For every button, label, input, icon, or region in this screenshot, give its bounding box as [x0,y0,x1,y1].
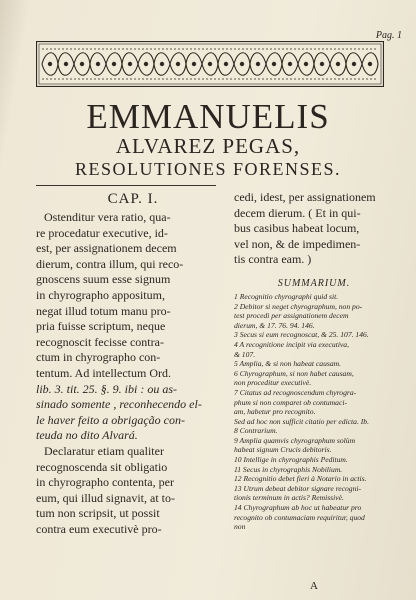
left-text-line: lib. 3. tit. 25. §. 9. ibi : ou as- [36,381,177,396]
summarium-item: 12 Recognitio debet fieri à Notario in actis. [234,474,367,484]
summarium-list [234,292,394,532]
left-text-line: gnoscens suum esse signum [36,272,171,287]
title-author-surname: ALVAREZ PEGAS, [115,134,301,158]
right-text-line: cedi, idest, per assignationem [234,190,376,204]
right-text-line: vel non, & de impedimen- [234,236,361,251]
summarium-item: phum si non comparet ob contumaci- [234,397,347,407]
summarium-item: recognito ob contumaciam requiritur, quod [234,512,365,522]
summarium-item: 1 Recognitio chyrographi quid sit. [234,291,339,301]
summarium-item: 14 Chyrographum ab hoc ut habeatur pro [234,503,362,513]
summarium-item: test procedi per assignationem decem [234,311,349,321]
left-text-line: le haver feito a obrigação con- [36,412,185,427]
summarium-item: dierum, & 17. 76. 94. 146. [234,320,315,330]
summarium-item: 5 Amplia, & si non habeat causam. [234,359,342,369]
left-text-line: contra eum executivè pro- [36,521,162,536]
left-column [36,190,230,537]
summarium-item: & 107. [234,349,256,359]
left-text-line: in chyrographo contenta, per [36,475,174,490]
left-text-line: in chyrographo appositum, [36,287,165,302]
left-text-line: tentum. Ad intellectum Ord. [36,365,171,380]
summarium-item: 3 Secus si eum recognoscat, & 25. 107. 146. [234,330,369,340]
title-rule-left [36,185,216,186]
signature-mark: A [310,580,318,592]
page-number: Pag. 1 [375,30,402,41]
summarium-item: 2 Debitor si neget chyrographum, non po- [234,301,363,311]
right-text-line: tis contra eam. ) [234,252,312,267]
left-text-line: ctum in chyrographo con- [36,350,161,365]
left-text-line: tum non scripsit, ut possit [36,506,160,521]
summarium-item: 10 Intellige in chyrographis Peditum. [234,455,348,465]
summarium-item: habeat signum Crucis debitoris. [234,445,332,455]
summarium-item: 4 A recognitione incipit via executiva, [234,339,349,349]
summarium-item: am, habetur pro recognito. [234,407,316,417]
right-column-text [234,190,394,268]
left-text-line: dierum, contra illum, qui reco- [36,256,184,271]
summarium-item: 6 Chyrographum, si non habet causam, [234,368,354,378]
summarium-item: 11 Secus in chyrographis Nobilium. [234,464,343,474]
left-text-line: eum, qui illud signavit, at to- [36,490,175,505]
summarium-item: Sed ad hoc non sufficit citatio per edicta. Ib. [234,416,369,426]
summarium-item: non [234,522,246,532]
right-text-line: bus casibus habeat locum, [234,221,360,236]
right-text-line: decem dierum. ( Et in qui- [234,205,361,220]
title-author-first-name: EMMANUELIS [86,97,330,136]
chapter-heading: CAP. I. [107,191,159,207]
ornamental-headpiece [36,41,384,87]
left-text-line: recognoscit fecisse contra- [36,334,164,349]
right-column [234,190,394,532]
left-text-line: re procedatur executive, id- [36,225,168,240]
summarium-heading: SUMMARIUM. [277,277,351,289]
summarium-item: 9 Amplia quamvis chyrographum solùm [234,435,356,445]
left-text-line: negat illud totum manu pro- [36,303,171,318]
left-text-line: sinado somente , reconhecendo el- [36,397,202,412]
summarium-item: 8 Contrarium. [234,426,278,436]
left-column-text [36,210,230,537]
left-text-line: Ostenditur vera ratio, qua- [44,210,171,224]
title-work: RESOLUTIONES FORENSES. [74,159,342,179]
summarium-item: non proceditur executivè. [234,378,312,388]
summarium-item: tionis terminum in actis? Remissivè. [234,493,344,503]
left-text-line: est, per assignationem decem [36,241,177,256]
left-text-line: pria fuisse scriptum, neque [36,319,166,334]
left-text-line: Declaratur etiam qualiter [44,443,164,458]
left-text-line: recognoscenda sit obligatio [36,459,168,474]
left-text-line: teuda no dito Alvará. [36,428,138,443]
summarium-item: 7 Citatus ad recognoscendum chyrogra- [234,387,357,397]
summarium-item: 13 Utrum debeat debitor signare recogni- [234,483,362,493]
